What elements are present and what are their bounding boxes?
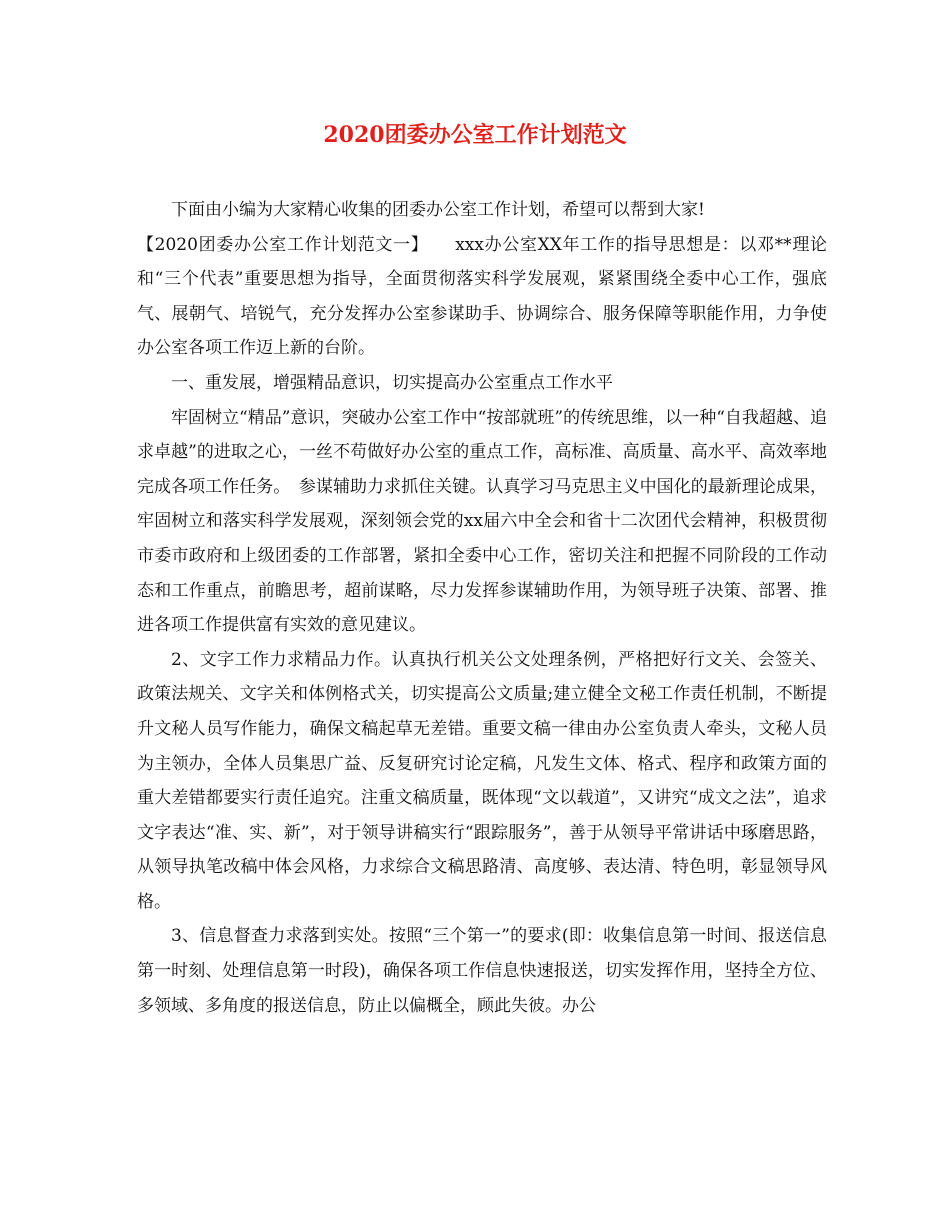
paragraph-section-heading: 一、重发展，增强精品意识，切实提高办公室重点工作水平: [171, 372, 613, 393]
paragraph-writing-work: 2、文字工作力求精品力作。认真执行机关公文处理条例，严格把好行文关、会签关、政策法规关、文字关和体例格式关，切实提高公文质量;建立健全文秘工作责任机制，不断提升文秘人员写作能力，确保文稿起草无差错。重要文稿一律由办公室负责人牵头，文秘人员为主领办，全体人员集思广益、反复研究讨论定稿，凡发生文体、格式、程序和政策方面的重大差错都要实行责任追究。注重文稿质量，既体现“文以载道”，又讲究“成文之法”，追求文字表达“准、实、新”，对于领导讲稿实行“跟踪服务”，善于从领导平常讲话中琢磨思路，从领导执笔改稿中体会风格，力求综合文稿思路清、高度够、表达清、特色明，彰显领导风格。: [137, 649, 827, 912]
paragraph-quality-awareness: 牢固树立“精品”意识，突破办公室工作中“按部就班”的传统思维，以一种“自我超越、追求卓越”的进取之心，一丝不苟做好办公室的重点工作，高标准、高质量、高水平、高效率地完成各项工作任务。 参谋辅助力求抓住关键。认真学习马克思主义中国化的最新理论成果，牢固树立和落实科学发展观，深刻领会党的xx届六中全会和省十二次团代会精神，积极贯彻市委市政府和上级团委的工作部署，紧扣全委中心工作，密切关注和把握不同阶段的工作动态和工作重点，前瞻思考，超前谋略，尽力发挥参谋辅助作用，为领导班子决策、部署、推进各项工作提供富有实效的意见建议。: [137, 407, 827, 636]
paragraph-intro: 下面由小编为大家精心收集的团委办公室工作计划，希望可以帮到大家!: [171, 200, 705, 220]
document-title: 2020团委办公室工作计划范文: [323, 122, 627, 148]
document-body: [137, 193, 827, 1023]
paragraph-information-supervision: 3、信息督查力求落到实处。按照“三个第一”的要求(即：收集信息第一时间、报送信息第一时刻、处理信息第一时段)，确保各项工作信息快速报送，切实发挥作用，坚持全方位、多领域、多角度的报送信息，防止以偏概全，顾此失彼。办公: [137, 926, 827, 1016]
paragraph-guiding-thought: 【2020团委办公室工作计划范文一】 xxx办公室XX年工作的指导思想是：以邓**理论和“三个代表”重要思想为指导，全面贯彻落实科学发展观，紧紧围绕全委中心工作，强底气、展朝气、培锐气，充分发挥办公室参谋助手、协调综合、服务保障等职能作用，力争使办公室各项工作迈上新的台阶。: [137, 234, 827, 359]
